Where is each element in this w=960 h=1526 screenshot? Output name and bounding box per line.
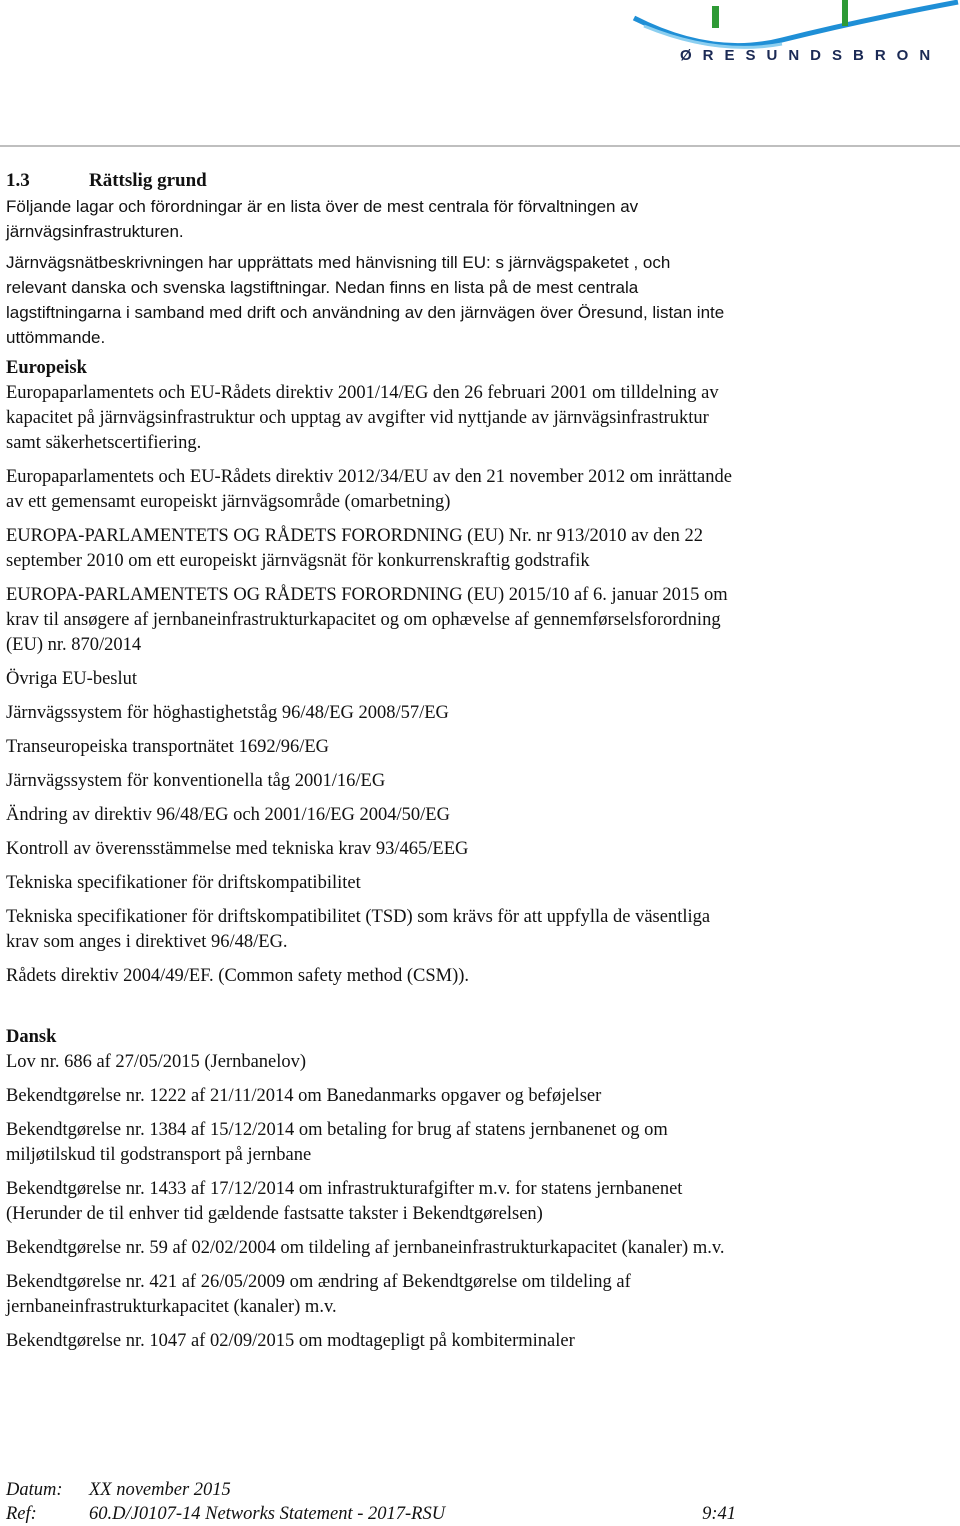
dk-item: Bekendtgørelse nr. 59 af 02/02/2004 om tildeling af jernbaneinfrastrukturkapacitet (kanaler) m.v.	[6, 1238, 725, 1258]
eu-item: Järnvägssystem för höghastighetståg 96/48/EG 2008/57/EG	[6, 703, 449, 723]
ref-value: 60.D/J0107-14 Networks Statement - 2017-RSU	[89, 1504, 446, 1524]
eu-item: Kontroll av överensstämmelse med tekniska krav 93/465/EEG	[6, 839, 469, 859]
eu-item: Ändring av direktiv 96/48/EG och 2001/16/EG 2004/50/EG	[6, 805, 450, 825]
main-content	[6, 168, 734, 1354]
logo-text: ØRESUNDSBRON	[680, 47, 942, 64]
datum-label: Datum:	[6, 1480, 63, 1500]
dk-item: Lov nr. 686 af 27/05/2015 (Jernbanelov)	[6, 1052, 307, 1072]
intro-paragraph-1: Följande lagar och förordningar är en lista över de mest centrala för förvaltningen av järnvägsinfrastrukturen.	[6, 197, 639, 241]
europeisk-heading: Europeisk	[6, 358, 87, 378]
eu-item: Övriga EU-beslut	[6, 669, 138, 689]
datum-value: XX november 2015	[89, 1480, 231, 1500]
footer-ref-row	[6, 1502, 736, 1526]
eu-item: Tekniska specifikationer för driftskompatibilitet (TSD) som krävs för att uppfylla de väsentliga krav som anges i direktivet 96/48/EG.	[6, 907, 711, 952]
dansk-heading: Dansk	[6, 1027, 57, 1047]
oresundsbron-logo	[632, 0, 960, 72]
eu-item: Järnvägssystem för konventionella tåg 2001/16/EG	[6, 771, 386, 791]
eu-item: EUROPA-PARLAMENTETS OG RÅDETS FORORDNING (EU) Nr. nr 913/2010 av den 22 september 2010 om ett europeiskt järnvägsnät för konkurrenskraftig godstrafik	[6, 526, 704, 571]
section-heading	[6, 168, 734, 194]
dk-item: Bekendtgørelse nr. 421 af 26/05/2009 om ændring af Bekendtgørelse om tildeling af jernbaneinfrastrukturkapacitet (kanaler) m.v.	[6, 1272, 631, 1317]
dk-item: Bekendtgørelse nr. 1384 af 15/12/2014 om betaling for brug af statens jernbanenet og om miljøtilskud til godstransport på jernbane	[6, 1120, 668, 1165]
intro-paragraph-2: Järnvägsnätbeskrivningen har upprättats med hänvisning till EU: s järnvägspaketet , och relevant danska och svenska lagstiftningar. Nedan finns en lista på de mest centrala lagstiftningarna i samband med drift och användning av den järnvägen över Öresund, listan inte uttömmande.	[6, 253, 725, 347]
dk-item: Bekendtgørelse nr. 1222 af 21/11/2014 om Banedanmarks opgaver og beføjelser	[6, 1086, 602, 1106]
dk-item: Bekendtgørelse nr. 1433 af 17/12/2014 om infrastrukturafgifter m.v. for statens jernbanenet (Herunder de til enhver tid gældende fastsatte takster i Bekendtgørelsen)	[6, 1179, 683, 1224]
section-title: Rättslig grund	[89, 170, 207, 191]
eu-item: Europaparlamentets och EU-Rådets direktiv 2012/34/EU av den 21 november 2012 om inrättande av ett gemensamt europeiskt järnvägsområde (omarbetning)	[6, 467, 732, 512]
eu-item: Transeuropeiska transportnätet 1692/96/EG	[6, 737, 330, 757]
eu-item: Tekniska specifikationer för driftskompatibilitet	[6, 873, 361, 893]
page-footer	[6, 1478, 736, 1526]
eu-item: Europaparlamentets och EU-Rådets direktiv 2001/14/EG den 26 februari 2001 om tilldelning av kapacitet på järnvägsinfrastruktur och upptag av avgifter vid nyttjande av järnvägsinfrastruktur samt säkerhetscertifiering.	[6, 383, 719, 453]
eu-item: Rådets direktiv 2004/49/EF. (Common safety method (CSM)).	[6, 966, 470, 986]
header-divider	[0, 145, 960, 147]
page-number: 9:41	[702, 1504, 736, 1524]
dk-item: Bekendtgørelse nr. 1047 af 02/09/2015 om modtagepligt på kombiterminaler	[6, 1331, 575, 1351]
eu-item: EUROPA-PARLAMENTETS OG RÅDETS FORORDNING (EU) 2015/10 af 6. januar 2015 om krav til ansøgere af jernbaneinfrastrukturkapacitet og om ophævelse af gennemførselsforordning (EU) nr. 870/2014	[6, 585, 728, 655]
footer-datum-row	[6, 1478, 736, 1502]
ref-label: Ref:	[6, 1504, 37, 1524]
section-number: 1.3	[6, 170, 30, 191]
